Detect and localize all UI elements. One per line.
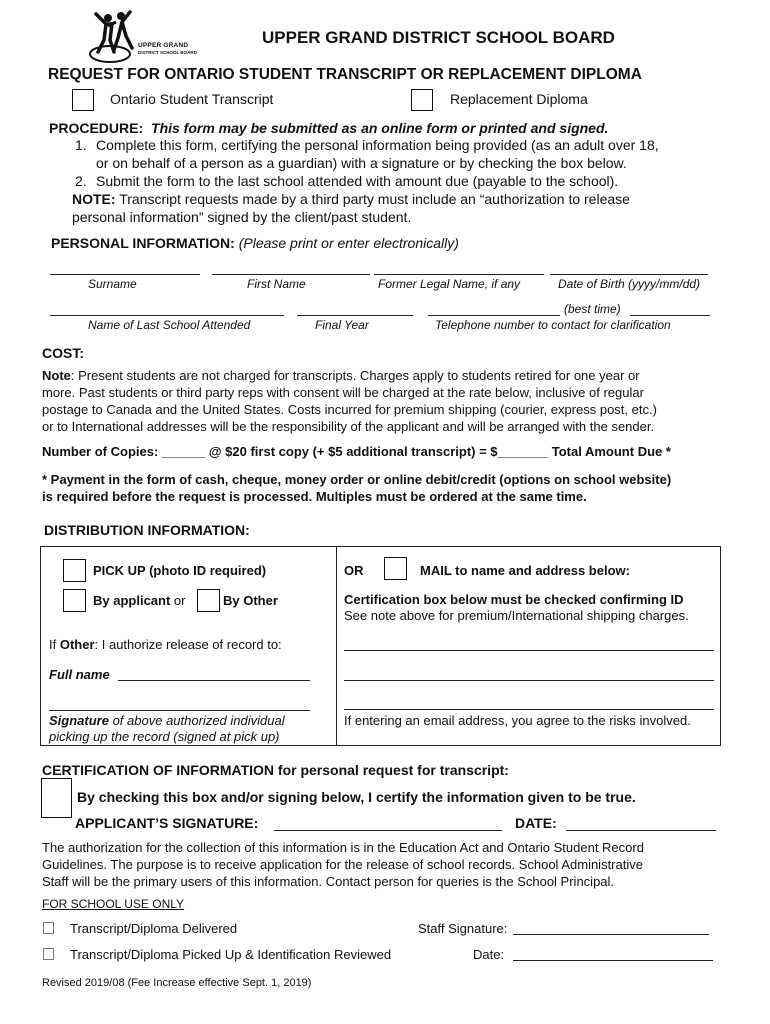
diploma-checkbox[interactable] <box>411 89 433 111</box>
by-applicant-group <box>93 593 185 608</box>
final-year-label: Final Year <box>315 318 369 332</box>
procedure-step1-number: 1. <box>75 137 87 153</box>
signature-line[interactable] <box>49 710 310 711</box>
cert-box-note: Certification box below must be checked confirming ID <box>344 592 684 607</box>
cost-note-line3: postage to Canada and the United States. Costs incurred for premium shipping (courier, express post, etc.) <box>42 402 657 417</box>
certification-date-label: DATE: <box>515 815 557 831</box>
distribution-heading: DISTRIBUTION INFORMATION: <box>44 522 250 538</box>
phone-label: Telephone number to contact for clarification <box>435 318 671 332</box>
procedure-step1-line1: Complete this form, certifying the personal information being provided (as an adult over 18, <box>96 137 659 153</box>
if-other-prefix: If <box>49 637 60 652</box>
mail-checkbox[interactable] <box>384 557 407 580</box>
by-other-checkbox[interactable] <box>197 589 220 612</box>
distribution-divider <box>336 547 337 745</box>
signature-line2: picking up the record (signed at pick up) <box>49 729 280 744</box>
school-date-label: Date: <box>473 947 505 962</box>
certify-statement: By checking this box and/or signing below, I certify the information given to be true. <box>77 789 636 805</box>
board-name: UPPER GRAND DISTRICT SCHOOL BOARD <box>262 28 615 47</box>
final-year-line[interactable] <box>297 315 413 316</box>
full-name-label: Full name <box>49 667 110 682</box>
cost-heading: COST: <box>42 345 84 361</box>
procedure-note-text: Transcript requests made by a third party must include an “authorization to release <box>119 191 630 207</box>
picked-up-label: Transcript/Diploma Picked Up & Identification Reviewed <box>70 947 392 962</box>
if-other-label <box>49 637 282 652</box>
personal-info-note: (Please print or enter electronically) <box>238 235 459 251</box>
or-label: OR <box>344 563 364 578</box>
or-small-label: or <box>173 593 186 608</box>
surname-line[interactable] <box>50 274 200 275</box>
mail-address-line3[interactable] <box>344 709 714 710</box>
procedure-heading <box>49 120 608 136</box>
shipping-note: See note above for premium/International shipping charges. <box>344 608 689 623</box>
procedure-note-label: NOTE: <box>72 191 116 207</box>
first-name-line[interactable] <box>212 274 370 275</box>
procedure-label: PROCEDURE: <box>49 120 144 136</box>
form-title: REQUEST FOR ONTARIO STUDENT TRANSCRIPT OR REPLACEMENT DIPLOMA <box>48 66 642 83</box>
dob-line[interactable] <box>550 274 708 275</box>
by-applicant-checkbox[interactable] <box>63 589 86 612</box>
procedure-note-line2: personal information” signed by the client/past student. <box>72 209 412 225</box>
payment-line1: * Payment in the form of cash, cheque, money order or online debit/credit (options on school website) <box>42 472 672 487</box>
cost-note-line2: more. Past students or third party reps with consent will be charged at the rate below, inclusive of regular <box>42 385 644 400</box>
if-other-bold: Other <box>59 637 95 652</box>
delivered-checkbox-icon[interactable] <box>43 922 54 934</box>
certification-date-line[interactable] <box>566 830 716 831</box>
mail-address-line1[interactable] <box>344 650 714 651</box>
revised-footer: Revised 2019/08 (Fee Increase effective Sept. 1, 2019) <box>42 977 312 989</box>
cost-note-label: Note <box>42 368 71 383</box>
picked-up-checkbox-icon[interactable] <box>43 948 54 960</box>
full-name-line[interactable] <box>118 680 310 681</box>
by-applicant-label: By applicant <box>93 593 171 608</box>
delivered-label: Transcript/Diploma Delivered <box>70 921 238 936</box>
phone-line[interactable] <box>428 315 560 316</box>
procedure-step2-number: 2. <box>75 173 87 189</box>
email-note: If entering an email address, you agree to the risks involved. <box>344 713 691 728</box>
authorization-line3: Staff will be the primary users of this information. Contact person for queries is the School Principal. <box>42 874 615 889</box>
certification-date-text: DATE <box>515 815 553 831</box>
surname-label: Surname <box>88 277 137 291</box>
school-date-line[interactable] <box>513 960 713 961</box>
authorization-line2: Guidelines. The purpose is to receive application for the release of school records. School Administrative <box>42 857 643 872</box>
procedure-step2: Submit the form to the last school attended with amount due (payable to the school). <box>96 173 619 189</box>
cost-note-text: : Present students are not charged for transcripts. Charges apply to students retired for one year or <box>70 368 640 383</box>
staff-signature-line[interactable] <box>513 934 709 935</box>
payment-line2: is required before the request is processed. Multiples must be ordered at the same time. <box>42 489 587 504</box>
signature-rest: of above authorized individual <box>108 713 285 728</box>
best-time-label: (best time) <box>564 302 621 316</box>
procedure-note-line1 <box>72 191 630 207</box>
staff-signature-label: Staff Signature: <box>418 921 508 936</box>
transcript-checkbox[interactable] <box>72 89 94 111</box>
school-use-heading: FOR SCHOOL USE ONLY <box>42 897 185 911</box>
cost-note-line1 <box>42 368 640 383</box>
applicant-signature-label: APPLICANT’S SIGNATURE: <box>75 815 259 831</box>
if-other-suffix: : I authorize release of record to: <box>94 637 282 652</box>
logo-line2: DISTRICT SCHOOL BOARD <box>138 50 197 55</box>
mail-label: MAIL to name and address below: <box>420 563 630 578</box>
logo-line1: UPPER GRAND <box>138 42 189 49</box>
logo <box>88 10 198 66</box>
first-name-label: First Name <box>247 277 306 291</box>
personal-info-label: PERSONAL INFORMATION: <box>51 235 235 251</box>
diploma-option-label: Replacement Diploma <box>450 91 588 107</box>
mail-address-line2[interactable] <box>344 680 714 681</box>
pickup-checkbox[interactable] <box>63 559 86 582</box>
procedure-lead: This form may be submitted as an online form or printed and signed. <box>151 120 609 136</box>
dob-label: Date of Birth (yyyy/mm/dd) <box>558 277 701 291</box>
logo-figures-icon <box>88 10 198 66</box>
former-name-label: Former Legal Name, if any <box>378 277 521 291</box>
copies-line[interactable]: Number of Copies: ______ @ $20 first copy (+ $5 additional transcript) = $_______ Total Amount Due * <box>42 444 671 459</box>
former-name-line[interactable] <box>374 274 544 275</box>
cost-note-line4: or to International addresses will be the responsibility of the applicant and will be arranged with the sender. <box>42 419 655 434</box>
certification-heading: CERTIFICATION OF INFORMATION for personal request for transcript: <box>42 762 509 778</box>
transcript-option-label: Ontario Student Transcript <box>110 91 274 107</box>
last-school-label: Name of Last School Attended <box>88 318 251 332</box>
authorization-line1: The authorization for the collection of this information is in the Education Act and Ontario Student Record <box>42 840 644 855</box>
signature-line1 <box>49 713 285 728</box>
last-school-line[interactable] <box>50 315 284 316</box>
personal-info-heading <box>51 235 459 251</box>
signature-bold: Signature <box>49 713 109 728</box>
by-other-label: By Other <box>223 593 278 608</box>
best-time-line[interactable] <box>630 315 710 316</box>
applicant-signature-line[interactable] <box>274 830 502 831</box>
certify-checkbox[interactable] <box>41 778 72 818</box>
procedure-step1-line2: or on behalf of a person as a guardian) with a signature or by checking the box below. <box>96 155 627 171</box>
pickup-label: PICK UP (photo ID required) <box>93 563 267 578</box>
